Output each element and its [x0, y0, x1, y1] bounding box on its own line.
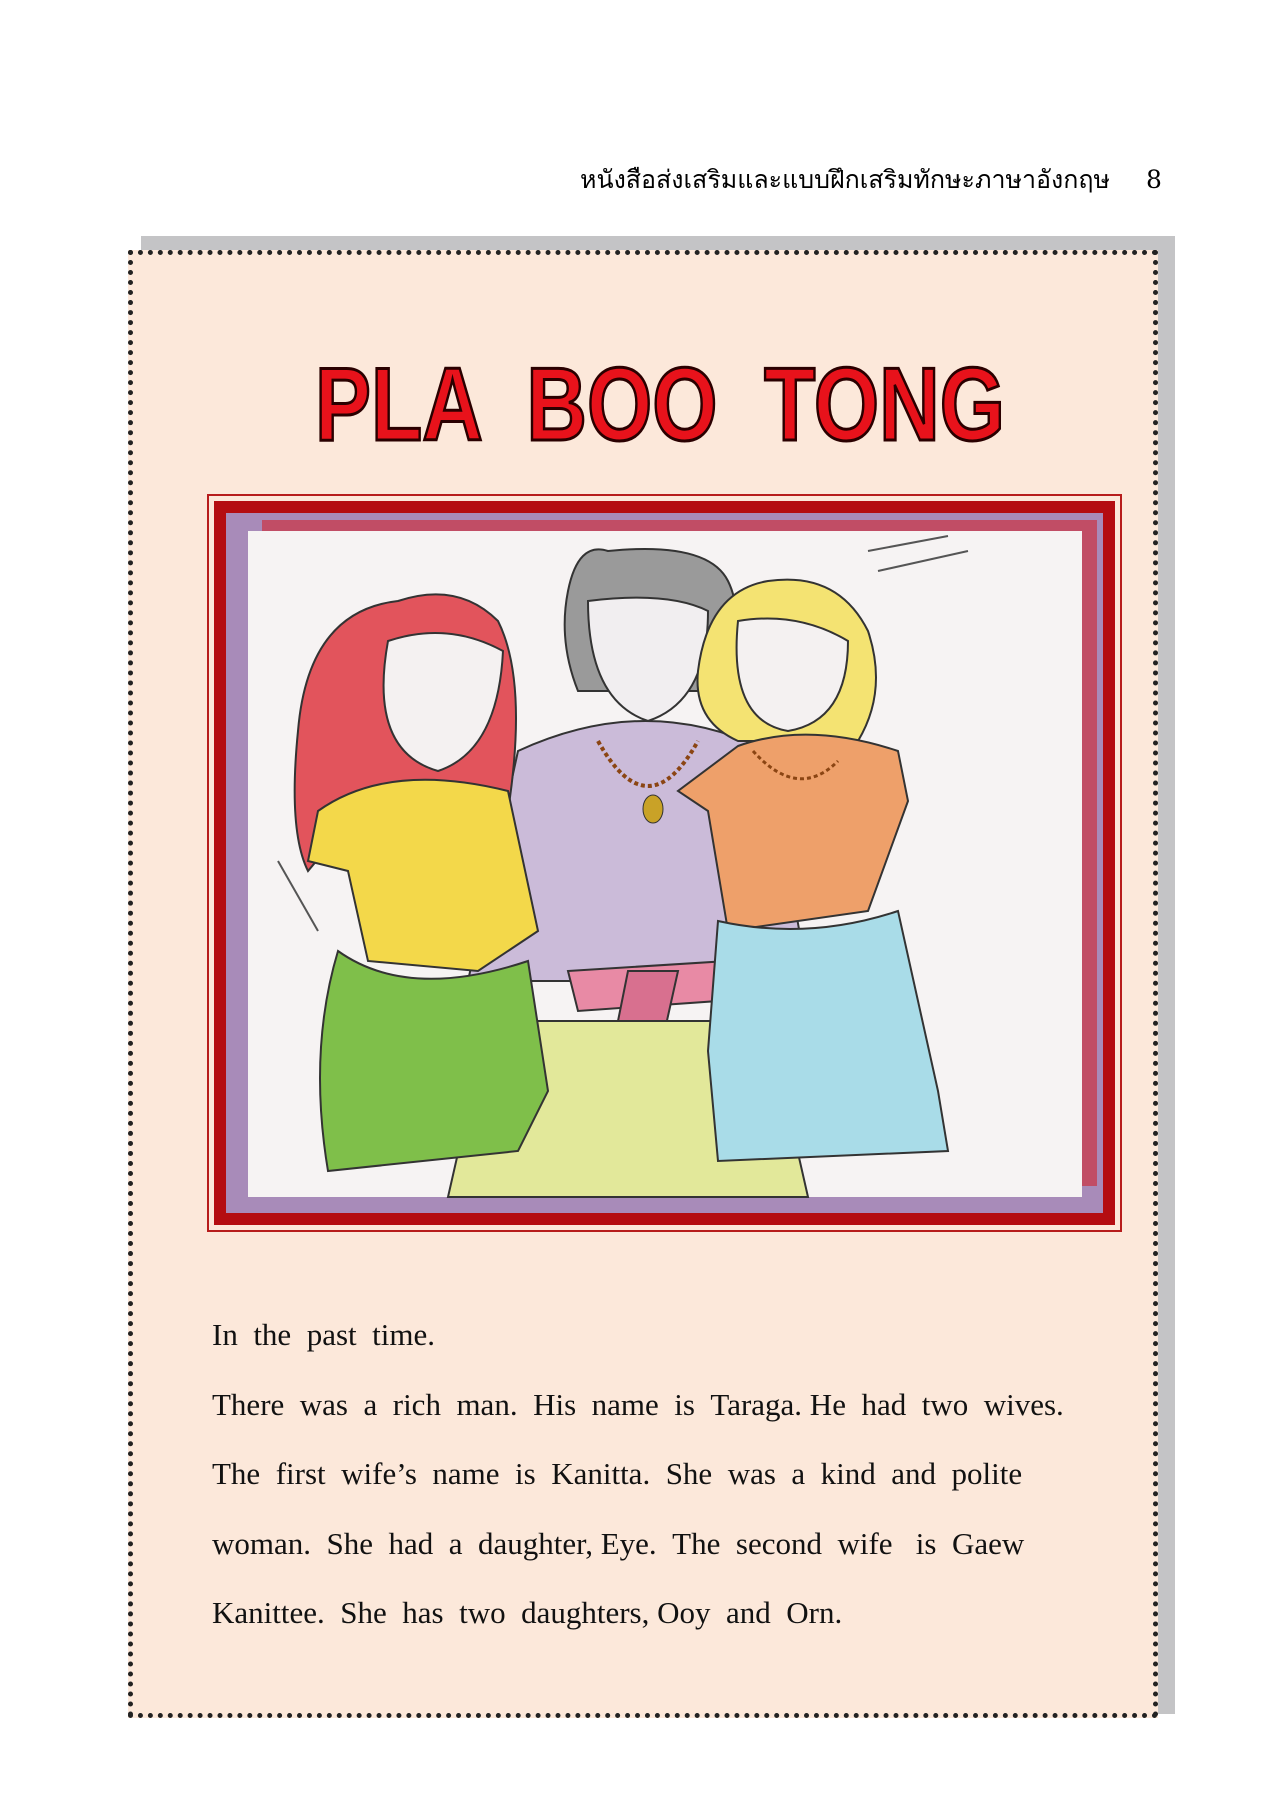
story-line: The first wife’s name is Kanitta. She was a kind and polite — [212, 1456, 1023, 1491]
drawing-man-and-two-wives — [248, 531, 1082, 1197]
story-line: woman. She had a daughter, Eye. The second wife is Gaew — [212, 1525, 1025, 1561]
story-text — [212, 1300, 1152, 1648]
story-line: Kanittee. She has two daughters, Ooy and Orn. — [212, 1595, 843, 1630]
page-number: 8 — [1145, 165, 1162, 194]
family-illustration — [248, 531, 1082, 1197]
story-title-art — [300, 322, 1020, 472]
story-title: PLA BOO TONG — [315, 347, 1005, 463]
book-title: หนังสือส่งเสริมและแบบฝึกเสริมทักษะภาษาอังกฤษ — [580, 165, 1110, 194]
running-header — [580, 160, 1162, 200]
story-line: In the past time. — [212, 1317, 435, 1352]
story-line: There was a rich man. His name is Taraga. He had two wives. — [212, 1386, 1064, 1422]
